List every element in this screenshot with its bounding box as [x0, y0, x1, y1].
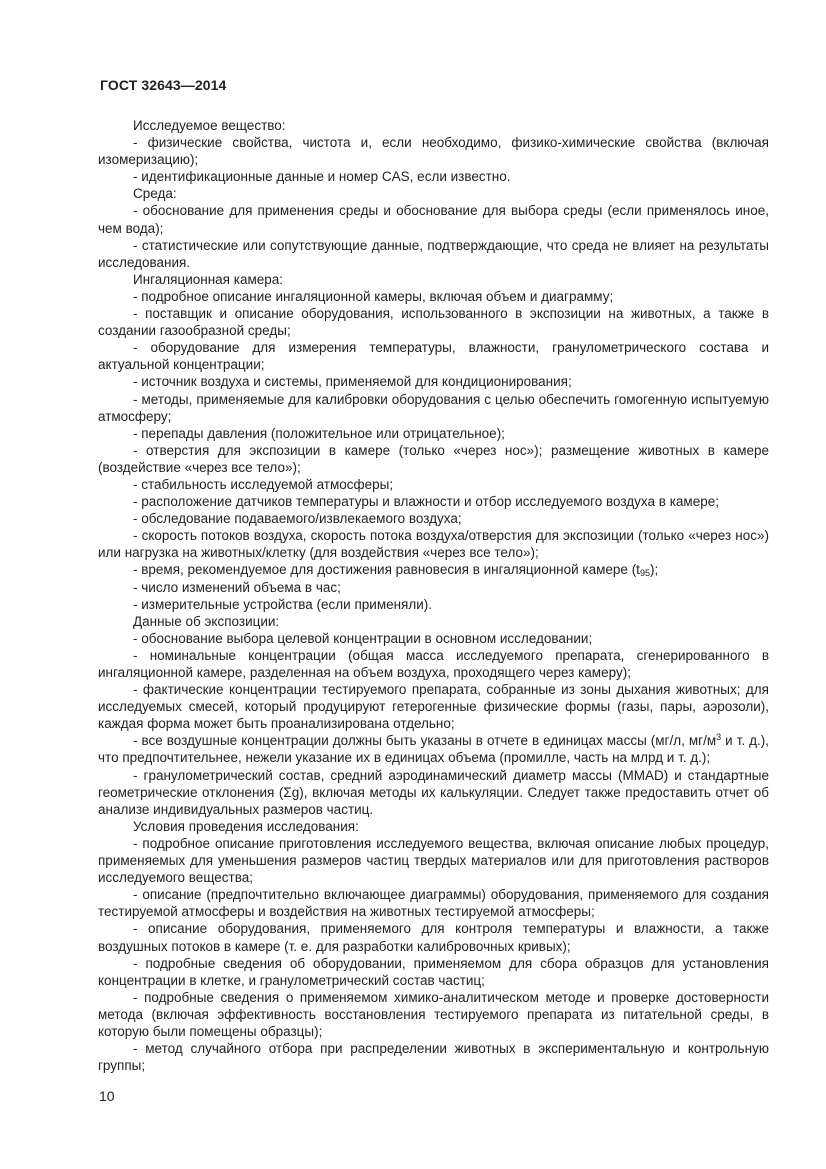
list-item: - поставщик и описание оборудования, использованного в экспозиции на животных, а также в создании газообразной среды;: [98, 306, 769, 339]
list-item: - обоснование выбора целевой концентрации в основном исследовании;: [133, 630, 593, 646]
page-number: 10: [99, 1088, 115, 1104]
list-item: [98, 561, 769, 578]
list-item: - обоснование для применения среды и обоснование для выбора среды (если применялось иное, чем вода);: [98, 203, 769, 236]
list-item: - обследование подаваемого/извлекаемого воздуха;: [133, 511, 462, 527]
list-item: - измерительные устройства (если применяли).: [133, 596, 433, 612]
list-item: - подробные сведения об оборудовании, применяемом для сбора образцов для установления концентрации в клетке, и гранулометрический состав частиц;: [98, 955, 769, 988]
list-item: - идентификационные данные и номер CAS, если известно.: [133, 169, 511, 185]
list-item: [98, 732, 769, 766]
list-item: - скорость потоков воздуха, скорость потока воздуха/отверстия для экспозиции (только «через нос») или нагрузка на животных/клетку (для воздействия «через все тело»);: [98, 528, 769, 561]
document-code: ГОСТ 32643—2014: [100, 77, 227, 93]
document-body: [98, 117, 769, 1074]
list-item: - фактические концентрации тестируемого препарата, собранные из зоны дыхания животных; для исследуемых смесей, который продуцируют гетерогенные физические формы (газы, пары, аэрозоли), каждая форма может быть проанализирована отдельно;: [98, 682, 769, 732]
list-item-text: - все воздушные концентрации должны быть указаны в отчете в единицах массы (мг/л, мг/м: [133, 733, 717, 749]
list-item: - расположение датчиков температуры и влажности и отбор исследуемого воздуха в камере;: [133, 494, 719, 510]
list-item: - описание (предпочтительно включающее диаграммы) оборудования, применяемого для создания тестируемой атмосферы и воздействия на животных тестируемой атмосферы;: [98, 887, 769, 920]
subscript-95: 95: [639, 568, 650, 579]
list-item: - подробное описание приготовления исследуемого вещества, включая описание любых процедур, применяемых для уменьшения размеров частиц твердых материалов или для приготовления растворов исследуемого вещества;: [98, 835, 769, 886]
list-item: - описание оборудования, применяемого для контроля температуры и влажности, а также воздушных потоков в камере (т. е. для разработки калибровочных кривых);: [98, 921, 769, 954]
list-item: - физические свойства, чистота и, если необходимо, физико-химические свойства (включая изомеризацию);: [98, 135, 769, 168]
list-item: - гранулометрический состав, средний аэродинамический диаметр массы (MMAD) и стандартные геометрические отклонения (Σg), включая методы их калькуляции. Следует также предоставить отчет об анализе индивидуальных размеров частиц.: [98, 767, 769, 817]
list-item: - отверстия для экспозиции в камере (только «через нос»); размещение животных в камере (воздействие «через все тело»);: [98, 442, 769, 475]
list-item-tail: и т. д.), что предпочтительнее, нежели указание их в единицах объема (промилле, часть на млрд и т. д.);: [98, 733, 769, 766]
list-item: - методы, применяемые для калибровки оборудования с целью обеспечить гомогенную испытуемую атмосферу;: [98, 391, 769, 424]
section-heading: Ингаляционная камера:: [133, 271, 284, 287]
list-item: - номинальные концентрации (общая масса исследуемого препарата, сгенерированного в ингаляционной камере, разделенная на объем воздуха, проходящего через камеру);: [98, 647, 769, 680]
list-item: - оборудование для измерения температуры, влажности, гранулометрического состава и актуальной концентрации;: [98, 340, 769, 373]
list-item: - число изменений объема в час;: [133, 579, 341, 595]
list-item: - подробные сведения о применяемом химико-аналитическом методе и проверке достоверности метода (включая эффективность восстановления тестируемого препарата из питательной среды, в которую были помещены образцы);: [98, 989, 769, 1039]
superscript-3: 3: [716, 732, 722, 743]
list-item: - источник воздуха и системы, применяемой для кондиционирования;: [133, 374, 572, 390]
list-item: - перепады давления (положительное или отрицательное);: [133, 425, 505, 441]
list-item-text: - время, рекомендуемое для достижения равновесия в ингаляционной камере (t: [133, 562, 640, 578]
list-item: - статистические или сопутствующие данные, подтверждающие, что среда не влияет на результаты исследования.: [98, 237, 769, 270]
section-heading: Условия проведения исследования:: [133, 818, 359, 834]
list-item: - метод случайного отбора при распределении животных в экспериментальную и контрольную группы;: [98, 1041, 769, 1074]
section-heading: Среда:: [133, 186, 177, 202]
list-item: - стабильность исследуемой атмосферы;: [133, 476, 394, 492]
section-heading: Исследуемое вещество:: [133, 118, 286, 133]
list-item-tail: );: [649, 562, 659, 578]
list-item: - подробное описание ингаляционной камеры, включая объем и диаграмму;: [133, 288, 614, 304]
section-heading: Данные об экспозиции:: [133, 613, 280, 629]
